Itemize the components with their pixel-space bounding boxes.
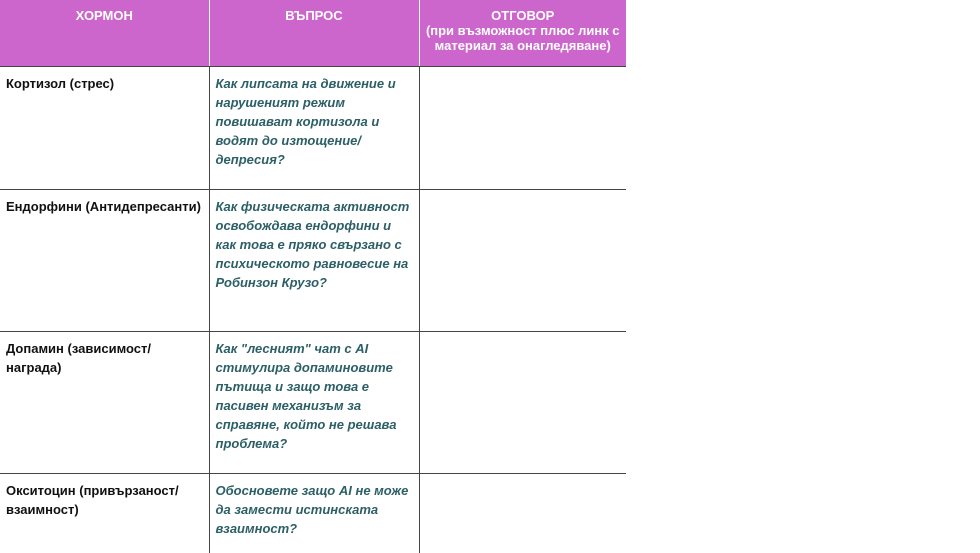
question-cell: Обосновете защо AI не може да замести истинската взаимност?: [209, 473, 419, 553]
table-header-row: [0, 0, 626, 66]
answer-cell[interactable]: [419, 189, 626, 331]
header-hormone: ХОРМОН: [0, 0, 209, 66]
answer-cell[interactable]: [419, 331, 626, 473]
table-row: [0, 331, 626, 473]
answer-cell[interactable]: [419, 473, 626, 553]
question-cell: Как физическата активност освобождава ендорфини и как това е пряко свързано с психическото равновесие на Робинзон Крузо?: [209, 189, 419, 331]
header-answer-subtitle: (при възможност плюс линк с материал за онагледяване): [425, 23, 620, 53]
table-row: [0, 189, 626, 331]
question-cell: Как "лесният" чат с AI стимулира допаминовите пътища и защо това е пасивен механизъм за справяне, който не решава проблема?: [209, 331, 419, 473]
hormone-cell: Окситоцин (привързаност/взаимност): [0, 473, 209, 553]
answer-cell[interactable]: [419, 66, 626, 189]
table-row: [0, 66, 626, 189]
table-row: [0, 473, 626, 553]
header-answer: [419, 0, 626, 66]
hormone-cell: Ендорфини (Антидепресанти): [0, 189, 209, 331]
header-answer-title: ОТГОВОР: [491, 8, 555, 23]
hormone-cell: Допамин (зависимост/награда): [0, 331, 209, 473]
question-cell: Как липсата на движение и нарушеният режим повишават кортизола и водят до изтощение/депресия?: [209, 66, 419, 189]
header-question: ВЪПРОС: [209, 0, 419, 66]
hormone-cell: Кортизол (стрес): [0, 66, 209, 189]
